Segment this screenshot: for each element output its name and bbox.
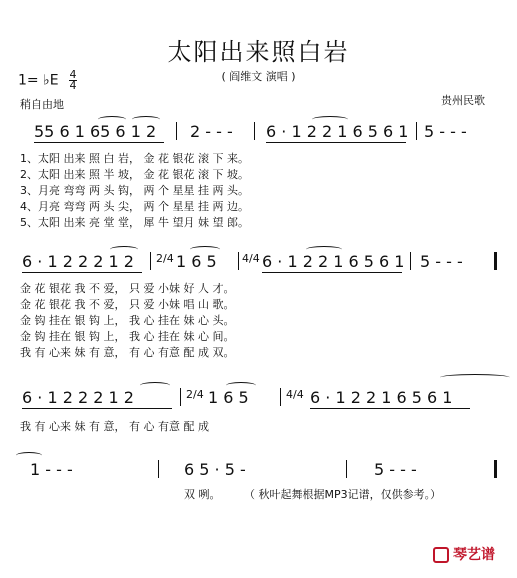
slur	[312, 116, 348, 123]
beam	[34, 142, 164, 143]
key-label: 1= ♭E	[18, 72, 59, 89]
measure-13-notes: 6 5 · 5 -	[184, 460, 246, 479]
lyric-line: 我 有 心来 妹 有 意， 有 心 有意 配 成 双。	[20, 346, 235, 359]
measure-6-notes: 1 6 5	[176, 252, 217, 271]
lyric-line: 金 钩 挂在 银 钩 上， 我 心 挂在 妹 心 间。	[20, 330, 235, 343]
barline	[180, 388, 181, 406]
measure-2-notes: 2 - - -	[190, 122, 233, 141]
time-change: 4/4	[286, 388, 304, 401]
time-signature	[69, 70, 77, 91]
lyric-line: 金 钩 挂在 银 钩 上， 我 心 挂在 妹 心 头。	[20, 314, 235, 327]
barline	[150, 252, 151, 270]
logo-icon	[433, 547, 449, 563]
slur	[132, 116, 160, 123]
time-change: 2/4	[156, 252, 174, 265]
lyric-line: 双 咧。	[184, 488, 221, 501]
barline	[410, 252, 411, 270]
measure-7-notes: 6 · 1 2 2 1 6 5 6 1	[262, 252, 405, 271]
barline	[254, 122, 255, 140]
lyric-line: 3、月亮 弯弯 两 头 钩， 两 个 星星 挂 两 头。	[20, 184, 249, 197]
beam	[22, 408, 172, 409]
transcription-note: （ 秋叶起舞根据MP3记谱，仅供参考。）	[244, 488, 442, 501]
slur	[190, 246, 220, 253]
lyric-line: 5、太阳 出来 亮 堂 堂， 犀 牛 望月 妹 望 郎。	[20, 216, 249, 229]
measure-14-notes: 5 - - -	[374, 460, 417, 479]
lyric-line: 我 有 心来 妹 有 意， 有 心 有意 配 成	[20, 420, 209, 433]
measure-1-notes: 55 6 1 65 6 1 2	[34, 122, 157, 141]
measure-8-notes: 5 - - -	[420, 252, 463, 271]
time-top: 4	[69, 68, 77, 81]
measure-5-notes: 6 · 1 2 2 2 1 2	[22, 252, 134, 271]
barline	[280, 388, 281, 406]
lyric-line: 金 花 银花 我 不 爱， 只 爱 小妹 好 人 才。	[20, 282, 235, 295]
singer-credit: ( 阎维文 演唱 )	[221, 70, 296, 83]
slur	[226, 382, 256, 389]
time-change: 4/4	[242, 252, 260, 265]
watermark-logo	[433, 544, 495, 564]
slur	[306, 246, 342, 253]
barline	[176, 122, 177, 140]
slur	[110, 246, 138, 253]
measure-12-notes: 1 - - -	[30, 460, 73, 479]
end-repeat-barline	[494, 252, 497, 270]
final-barline	[494, 460, 497, 478]
lyric-line: 4、月亮 弯弯 两 头 尖， 两 个 星星 挂 两 边。	[20, 200, 249, 213]
slur	[98, 116, 126, 123]
measure-10-notes: 1 6 5	[208, 388, 249, 407]
barline	[238, 252, 239, 270]
slur	[140, 382, 170, 389]
tempo-marking: 稍自由地	[20, 98, 64, 111]
beam	[262, 272, 402, 273]
song-origin: 贵州民歌	[441, 94, 485, 107]
lyric-line: 金 花 银花 我 不 爱， 只 爱 小妹 唱 山 歌。	[20, 298, 235, 311]
logo-text: 琴艺谱	[453, 547, 495, 563]
beam	[22, 272, 142, 273]
tie	[440, 374, 510, 381]
key-signature	[18, 70, 77, 91]
measure-11-notes: 6 · 1 2 2 1 6 5 6 1	[310, 388, 453, 407]
time-bottom: 4	[69, 79, 77, 92]
beam	[266, 142, 406, 143]
barline	[158, 460, 159, 478]
measure-9-notes: 6 · 1 2 2 2 1 2	[22, 388, 134, 407]
tie	[16, 452, 42, 459]
barline	[346, 460, 347, 478]
measure-4-notes: 5 - - -	[424, 122, 467, 141]
measure-3-notes: 6 · 1 2 2 1 6 5 6 1	[266, 122, 409, 141]
beam	[310, 408, 470, 409]
lyric-line: 2、太阳 出来 照 半 坡， 金 花 银花 滚 下 坡。	[20, 168, 249, 181]
lyric-line: 1、太阳 出来 照 白 岩， 金 花 银花 滚 下 来。	[20, 152, 249, 165]
page-title: 太阳出来照白岩	[167, 38, 350, 66]
barline	[416, 122, 417, 140]
time-change: 2/4	[186, 388, 204, 401]
